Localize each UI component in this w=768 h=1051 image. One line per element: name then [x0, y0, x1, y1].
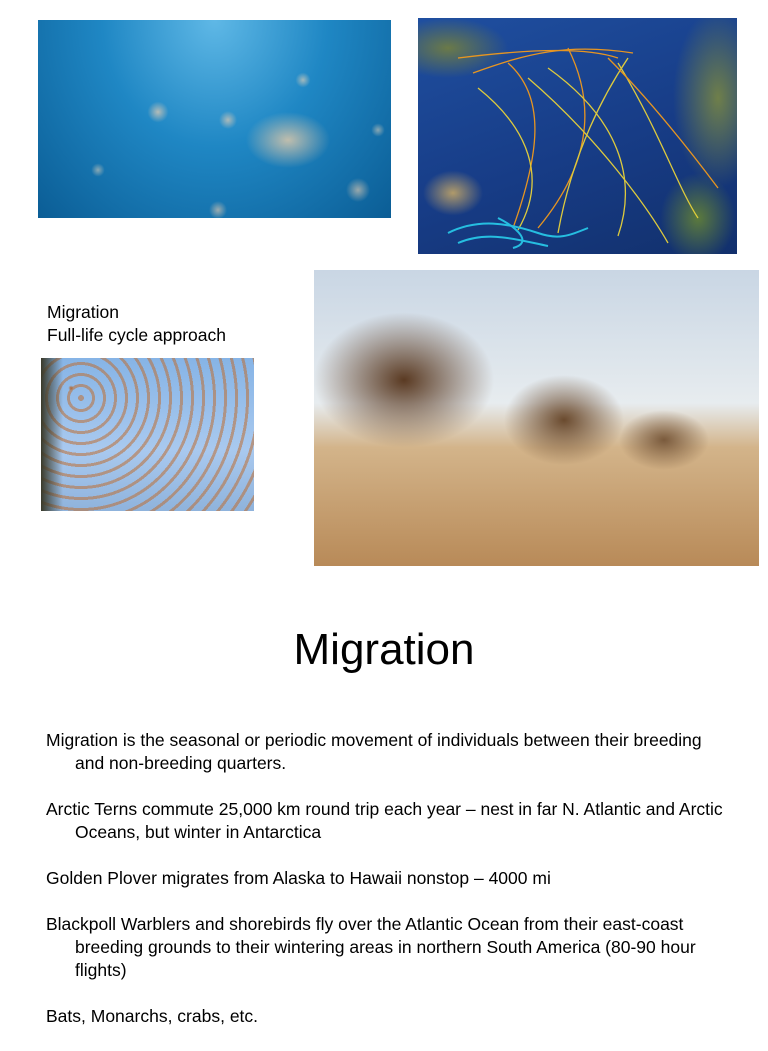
fact-list — [46, 729, 726, 1051]
caption-line-1: Migration — [47, 302, 119, 322]
list-item: Blackpoll Warblers and shorebirds fly over the Atlantic Ocean from their east-coast breeding grounds to their wintering areas in northern South America (80-90 hour flights) — [46, 914, 696, 980]
list-item: Arctic Terns commute 25,000 km round trip each year – nest in far N. Atlantic and Arctic Oceans, but winter in Antarctica — [46, 799, 723, 842]
monarch-butterflies-photo — [41, 358, 254, 511]
migration-tracks — [418, 18, 737, 254]
page-title: Migration — [293, 625, 475, 674]
list-item: Golden Plover migrates from Alaska to Hawaii nonstop – 4000 mi — [46, 868, 551, 888]
caption-line-2: Full-life cycle approach — [47, 325, 226, 345]
caption — [47, 301, 226, 347]
list-item: Bats, Monarchs, crabs, etc. — [46, 1006, 259, 1026]
wildebeest-photo — [314, 270, 759, 566]
migration-tracking-map — [418, 18, 737, 254]
list-item: Migration is the seasonal or periodic movement of individuals between their breeding and non-breeding quarters. — [46, 730, 702, 773]
jellyfish-photo — [38, 20, 391, 218]
